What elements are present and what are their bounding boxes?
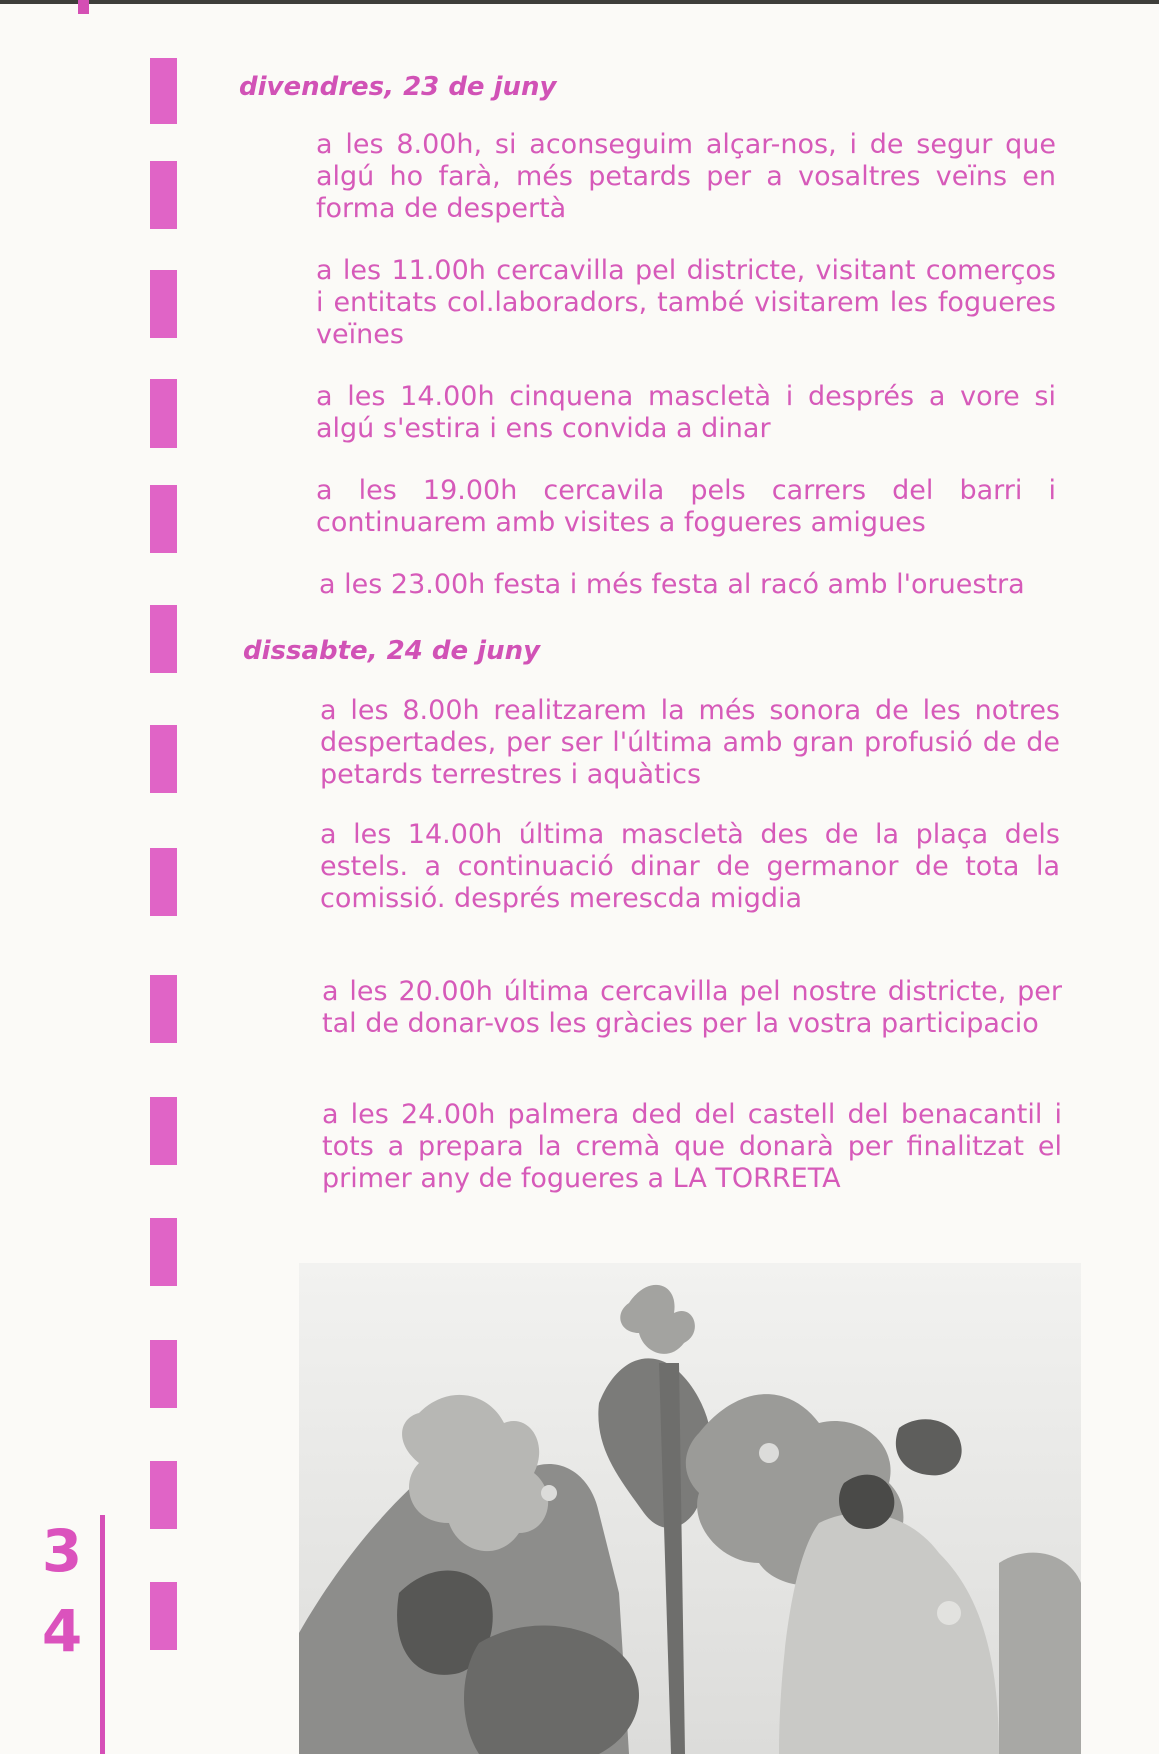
dash	[150, 161, 177, 229]
dash	[150, 1340, 177, 1408]
schedule-item: a les 14.00h última mascletà des de la plaça dels estels. a continuació dinar de germanor de tota la comissió. després merescda migdia	[320, 819, 1060, 914]
schedule-item: a les 23.00h festa i més festa al racó amb l'oruestra	[319, 569, 1025, 600]
page-number-units: 4	[41, 1597, 83, 1665]
page-number-rule	[100, 1515, 105, 1754]
top-marker	[78, 0, 89, 14]
schedule-item: a les 8.00h, si aconseguim alçar-nos, i de segur que algú ho farà, més petards per a vosaltres veïns en forma de despertà	[316, 129, 1056, 224]
dash	[150, 1097, 177, 1165]
schedule-item: a les 19.00h cercavila pels carrers del barri i continuarem amb visites a fogueres amigues	[316, 475, 1056, 538]
schedule-item: a les 24.00h palmera ded del castell del benacantil i tots a prepara la cremà que donarà per finalitzat el primer any de fogueres a LA TORRETA	[322, 1099, 1062, 1194]
dash	[150, 1582, 177, 1650]
dash	[150, 605, 177, 673]
day-heading-saturday: dissabte, 24 de juny	[243, 636, 541, 666]
dash	[150, 1461, 177, 1529]
schedule-item: a les 11.00h cercavilla pel districte, visitant comerços i entitats col.laboradors, també visitarem les fogueres veïnes	[316, 255, 1056, 350]
dash	[150, 975, 177, 1043]
page-number-tens: 3	[41, 1517, 83, 1585]
dash	[150, 1218, 177, 1286]
dash	[150, 58, 177, 124]
foguera-monument-photo	[299, 1263, 1081, 1754]
dash	[150, 725, 177, 793]
day-heading-friday: divendres, 23 de juny	[239, 72, 557, 102]
dash	[150, 848, 177, 916]
dash	[150, 270, 177, 338]
top-border	[0, 0, 1159, 4]
dash	[150, 379, 177, 448]
schedule-item: a les 8.00h realitzarem la més sonora de les notres despertades, per ser l'última amb gran profusió de de petards terrestres i aquàtics	[320, 695, 1060, 790]
dash	[150, 485, 177, 553]
schedule-item: a les 14.00h cinquena mascletà i després a vore si algú s'estira i ens convida a dinar	[316, 381, 1056, 444]
schedule-item: a les 20.00h última cercavilla pel nostre districte, per tal de donar-vos les gràcies per la vostra participacio	[322, 976, 1062, 1039]
